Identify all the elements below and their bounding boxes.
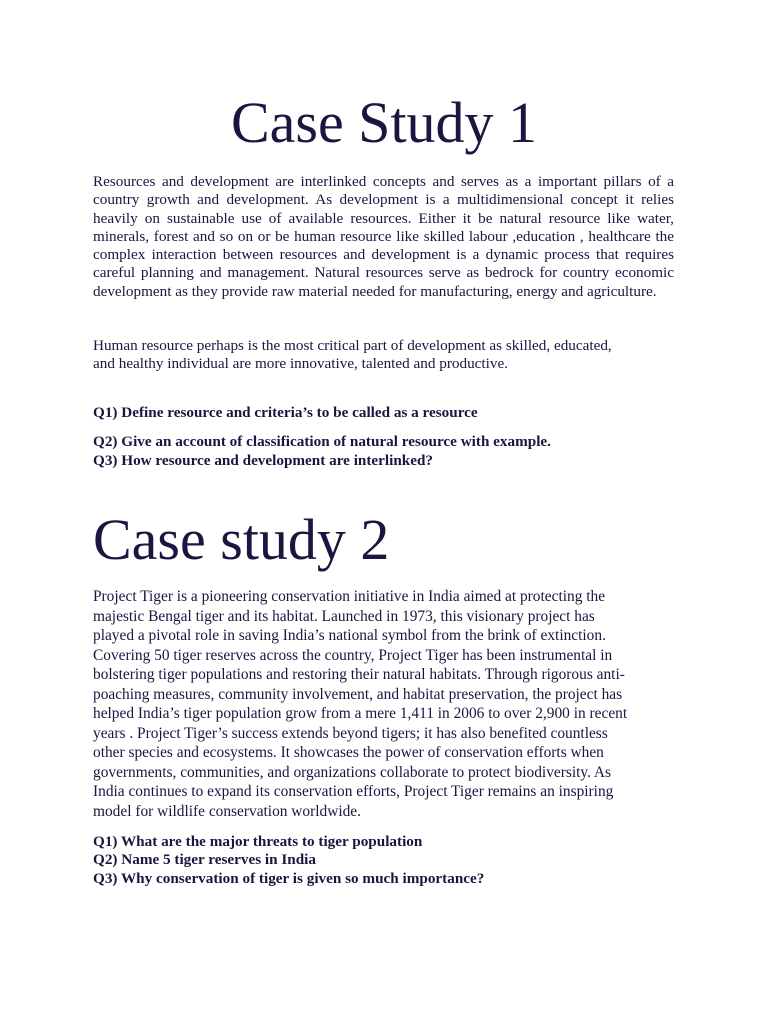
text-line: helped India’s tiger population grow from a mere 1,411 in 2006 to over 2,900 in recent [93,705,628,722]
case-study-1-paragraph-1 [93,173,674,301]
case-study-2-question-2: Q2) Name 5 tiger reserves in India [93,851,316,868]
text-line: labour ,education , healthcare the complex interaction between resources and [93,227,674,264]
text-line: Project Tiger is a pioneering conservation initiative in India aimed at protecting the [93,588,606,605]
case-study-1-question-2: Q2) Give an account of classification of natural resource with example. [93,433,551,450]
text-line: played a pivotal role in saving India’s national symbol from the brink of extinction. [93,627,606,644]
text-line: governments, communities, and organizations collaborate to protect biodiversity. As [93,763,612,781]
case-study-1-question-3: Q3) How resource and development are interlinked? [93,452,434,469]
text-line: majestic Bengal tiger and its habitat. Launched in 1973, this visionary project has [93,607,595,625]
case-study-2-question-3: Q3) Why conservation of tiger is given so much importance? [93,870,485,887]
text-line: raw material needed for manufacturing, energy and agriculture. [271,282,657,300]
text-line: bolstering tiger populations and restoring their natural habitats. Through rigorous anti- [93,666,625,683]
text-line: other species and ecosystems. It showcases the power of conservation efforts when [93,744,604,761]
text-line: years . Project Tiger’s success extends beyond tigers; it has also benefited countless [93,724,608,742]
text-line: and healthy individual are more innovative, talented and productive. [93,355,508,373]
text-line: of a country growth and development. As development is a multidimensional concept [93,173,674,209]
text-line: Human resource perhaps is the most critical part of development as skilled, educated, [93,337,612,354]
text-line: India continues to expand its conservation efforts, Project Tiger remains an inspiring [93,783,614,800]
text-line: Resources and development are interlinked concepts and serves as a important pillars [93,173,642,190]
text-line: like water, minerals, forest and so on or be human resource like skilled [93,209,674,245]
text-line: poaching measures, community involvement, and habitat preservation, the project has [93,685,623,703]
text-line: it relies heavily on sustainable use of available resources. Either it be natural resource [93,191,675,227]
case-study-2-title: Case study 2 [93,507,390,572]
text-line: Covering 50 tiger reserves across the country, Project Tiger has been instrumental in [93,646,613,664]
case-study-2-question-1: Q1) What are the major threats to tiger population [93,833,423,850]
case-study-1-question-1: Q1) Define resource and criteria’s to be called as a resource [93,404,478,421]
case-study-1-title: Case Study 1 [230,90,538,155]
case-study-1-paragraph-2 [93,337,674,374]
text-line: Natural resources serve as bedrock for country economic development as they provide [93,264,674,300]
text-line: development is a dynamic process that requires careful planning and management. [93,246,675,282]
text-line: model for wildlife conservation worldwide. [93,802,361,820]
case-study-2-paragraph [93,587,693,821]
